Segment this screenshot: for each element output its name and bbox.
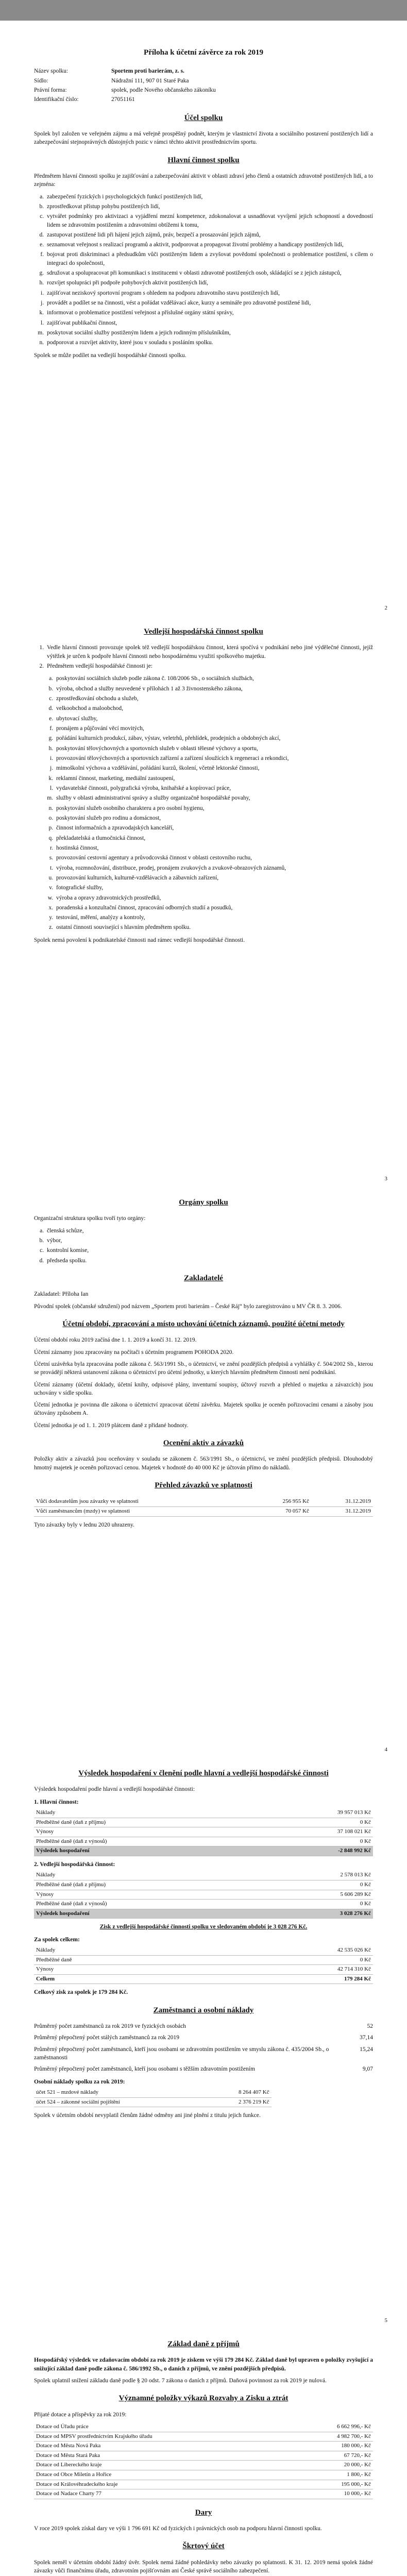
secondary-activity-list	[45, 643, 373, 670]
list-item: k. informovat o problematice postižení veřejnost a příslušné orgány státní správy,	[45, 309, 373, 317]
document-title: Příloha k účetní závěrce za rok 2019	[144, 48, 263, 57]
table-row	[34, 2422, 373, 2432]
table-row	[34, 1965, 373, 1975]
list-item: c. zprostředkování obchodu a služeb,	[55, 694, 373, 703]
list-item: t. výroba, rozmnožování, distribuce, prodej, pronájem zvukových a zvukově-obrazových záznamů,	[55, 864, 373, 872]
row-value: 195 000,- Kč	[311, 2480, 373, 2489]
list-item: j. mimoškolní výchova a vzdělávání, pořádání kurzů, školení, včetně lektorské činnosti,	[55, 764, 373, 772]
row-label: účet 524 – zákonné sociální pojištění	[34, 2097, 210, 2107]
liabilities-closing: Tyto závazky byly v lednu 2020 uhrazeny.	[34, 1521, 134, 1528]
row-label: Výsledek hospodaření	[34, 1846, 311, 1856]
accounting-paragraph: Účetní jednotka je od 1. 1. 2019 plátcem daně z přidané hodnoty.	[34, 1422, 189, 1429]
row-value: 1 800,- Kč	[311, 2470, 373, 2480]
organization-info-table	[34, 66, 373, 104]
row-value: 42 714 310 Kč	[311, 1965, 373, 1975]
list-item: c. kontrolní komise,	[45, 1246, 373, 1255]
list-item: s. provozování cestovní agentury a průvodcovská činnost v oblasti cestovního ruchu,	[55, 854, 373, 862]
section-heading-account: Škrtový účet	[182, 2542, 225, 2551]
list-item: x. poradenská a konzultační činnost, zpracování odborných studií a posudků,	[55, 904, 373, 912]
document-page-2	[0, 591, 407, 1167]
table-row	[34, 1900, 373, 1909]
stat-value: 37,14	[360, 2035, 373, 2041]
section-heading-founders: Zakladatelé	[184, 1274, 223, 1282]
list-item: l. zajišťovat publikační činnost,	[45, 319, 373, 327]
info-value: Nádražní 111, 907 01 Staré Paka	[111, 77, 189, 84]
page-number: 4	[384, 1747, 387, 1753]
list-item: q. překladatelská a tlumočnická činnost,	[55, 834, 373, 842]
stat-label: Průměrný přepočtený počet stálých zaměstnanců za rok 2019	[34, 2035, 179, 2041]
total-result-table	[34, 1946, 373, 1984]
page-number: 5	[384, 2317, 387, 2324]
row-label: Výnosy	[34, 1890, 311, 1900]
highlight-row	[34, 1909, 373, 1919]
row-value: 2 376 219 Kč	[210, 2097, 272, 2107]
row-value: 0 Kč	[311, 1900, 373, 1909]
employee-stat-row	[34, 2045, 373, 2062]
list-item: f. bojovat proti diskriminaci a předsudkům vůči postiženým lidem a zvyšovat povědomí společnosti o problematice postižení, s cílem o integraci do společnosti,	[45, 250, 373, 267]
row-label: Předběžné daně (daň z příjmu)	[34, 1818, 311, 1827]
row-value: 3 028 276 Kč	[311, 1909, 373, 1919]
info-row	[34, 66, 373, 76]
row-value: 4 982 700,- Kč	[311, 2432, 373, 2442]
row-value: 42 535 026 Kč	[311, 1946, 373, 1955]
list-item: 2. Předmětem vedlejší hospodářské činnosti je:	[45, 662, 373, 670]
section-heading-employees: Zaměstnanci a osobní náklady	[153, 2006, 254, 2014]
list-item: g. sdružovat a spolupracovat při komunikaci s institucemi v oblasti zdravotně postižených osob, skládající se z jejich zástupců,	[45, 269, 373, 277]
row-date: 31.12.2019	[311, 1507, 373, 1517]
row-value: 0 Kč	[311, 1880, 373, 1890]
row-label: Výnosy	[34, 1965, 311, 1975]
page-content	[34, 47, 373, 363]
list-item: i. zajišťovat neziskový sportovní program s ohledem na podporu zdravotního stavu postižených lidí,	[45, 289, 373, 297]
list-item: l. vydavatelské činnosti, polygrafická výroba, knihařské a kopírovací práce,	[55, 784, 373, 792]
personnel-costs-table	[34, 2088, 272, 2107]
section-heading-bodies: Orgány spolku	[179, 1198, 228, 1207]
page-content	[34, 618, 373, 948]
list-item: m. služby v oblasti administrativní správy a služby organizačně hospodářské povahy,	[55, 794, 373, 802]
row-value: 179 284 Kč	[311, 1974, 373, 1984]
section-heading-tax-base: Základ daně z příjmů	[167, 2340, 240, 2348]
row-date: 31.12.2019	[311, 1497, 373, 1506]
row-value: 0 Kč	[311, 1818, 373, 1827]
table-row	[34, 1880, 373, 1890]
document-page-3	[0, 1162, 407, 1738]
list-item: m. poskytovat sociální služby postiženým lidem a jejich rodinným příslušníkům,	[45, 329, 373, 337]
list-item: w. výroba a opravy zdravotnických prostředků,	[55, 894, 373, 902]
table-row	[34, 2461, 373, 2470]
accounting-paragraph: Účetní záznamy jsou zpracovány na počítači s účetním programem POHODA 2020.	[34, 1349, 234, 1355]
row-value: 67 720,- Kč	[311, 2451, 373, 2461]
main-activity-closing: Spolek se může podílet na vedlejší hospodářské činnosti spolku.	[34, 352, 186, 359]
list-item: h. rozvíjet spolupráci při podpoře pohybových aktivit postižených lidí,	[45, 279, 373, 287]
table-row	[34, 2470, 373, 2480]
info-value: 27051161	[111, 96, 135, 103]
personnel-costs-closing: Spolek v účetním období nevyplatil členům žádné odměny ani jiné plnění z titulu jejich funkce.	[34, 2112, 261, 2119]
tax-base-paragraph: Spolek uplatnil snížení základu daně podle § 20 odst. 7 zákona o daních z příjmů. Daňová povinnost za rok 2019 je nulová.	[34, 2377, 327, 2384]
list-item: b. zprostředkovat přístup pohybu postižených lidí,	[45, 202, 373, 211]
list-item: d. zastupovat postižené lidi při hájení jejich zájmů, práv, bezpečí a prosazování jejich zájmů,	[45, 231, 373, 239]
table-row	[34, 1507, 373, 1517]
row-value: 6 662 996,- Kč	[311, 2422, 373, 2432]
row-label: Dotace od Města Stará Paka	[34, 2451, 311, 2461]
table-row	[34, 1955, 373, 1965]
table-row	[34, 1818, 373, 1827]
employee-stat-row	[34, 2022, 373, 2030]
table-row	[34, 2489, 373, 2499]
table-row	[34, 1946, 373, 1955]
row-value: 10 000,- Kč	[311, 2489, 373, 2499]
info-key: Právní forma:	[34, 87, 67, 93]
row-value: -2 848 992 Kč	[311, 1846, 373, 1856]
list-item: a. poskytování sociálních služeb podle zákona č. 108/2006 Sb., o sociálních službách,	[55, 674, 373, 683]
total-profit-note: Celkový zisk za spolek je 179 284 Kč.	[34, 1989, 128, 1996]
row-label: Dotace od Města Nová Paka	[34, 2442, 311, 2451]
accounting-paragraph: Účetní uzávěrka byla zpracována podle zákona č. 563/1991 Sb., o účetnictví, ve znění pozdějších předpisů a vyhlášky č. 504/2002 Sb., kterou se provádějí některá ustanovení zákona o účetnictví pro účetní jednotky, u kterých hlavním předmětem činnosti není podnikání.	[34, 1361, 373, 1376]
list-item: 1. Vedle hlavní činnosti provozuje spolek též vedlejší hospodářskou činnost, která spočívá v podnikání nebo jiné výdělečné činnosti, jejíž výtěžek je určen k podpoře hlavní činnosti nebo hospodárnému využití spolkového majetku.	[45, 643, 373, 660]
page-number: 2	[384, 605, 387, 611]
list-item: i. provozování tělovýchovných a sportovních zařízení a zařízení sloužících k regeneraci a rekondici,	[55, 754, 373, 762]
row-label: Dotace od Úřadu práce	[34, 2422, 311, 2432]
section-heading-result: Výsledek hospodaření v členění podle hlavní a vedlejší hospodářské činnosti	[78, 1769, 329, 1777]
section-heading-significant-items: Významné položky výkazů Rozvahy a Zisku a ztrát	[118, 2394, 289, 2403]
row-label: Dotace od Nadace Charty 77	[34, 2489, 311, 2499]
secondary-activity-closing: Spolek nemá povolení k podnikatelské činnosti nad rámec vedlejší hospodářské činnosti.	[34, 937, 245, 943]
section-heading-accounting: Účetní období, zpracování a místo uchování účetních záznamů, použité účetní metody	[62, 1319, 345, 1328]
section-heading-main-activity: Hlavní činnost spolku	[167, 156, 240, 164]
row-value: 39 957 013 Kč	[311, 1808, 373, 1818]
row-label: Vůči zaměstnancům (mzdy) ve splatnosti	[34, 1507, 249, 1517]
row-label: Dotace od Libereckého kraje	[34, 2461, 311, 2470]
list-item: o. poskytování služeb pro rodinu a domácnost,	[55, 814, 373, 822]
list-item: f. pronájem a půjčování věcí movitých,	[55, 724, 373, 733]
document-page-1	[0, 21, 407, 597]
list-item: e. seznamovat veřejnost s realizací programů a aktivit, podporovat a propagovat životní problémy a handicapy postižených lidí,	[45, 241, 373, 249]
list-item: b. výroba, obchod a služby neuvedené v přílohách 1 až 3 živnostenského zákona,	[55, 685, 373, 693]
row-label: Vůči dodavatelům jsou závazky ve splatnosti	[34, 1497, 249, 1506]
row-value: 0 Kč	[311, 1955, 373, 1965]
list-item: k. reklamní činnost, marketing, mediální zastoupení,	[55, 774, 373, 783]
info-row	[34, 76, 373, 86]
secondary-activity-sublist	[55, 674, 373, 932]
secondary-profit-note: Zisk z vedlejší hospodářské činnosti spolku ve sledovaném období je 3 028 276 Kč.	[99, 1924, 308, 1930]
highlight-row	[34, 1846, 373, 1856]
table-row	[34, 2088, 272, 2097]
page-content	[34, 2331, 373, 2576]
account-paragraph: Spolek neměl v účetním období žádný úvěr. Spolek nemá žádné pohledávky nebo závazky po splatnosti. K 31. 12. 2019 nemá spolek žádné závazky vůči finančnímu úřadu, zdravotním pojišťovnám ani České správě sociálního zabezpečení.	[34, 2559, 373, 2574]
donations-paragraph: V roce 2019 spolek získal dary ve výši 1 796 691 Kč od fyzických i právnických osob na podporu hlavní činnosti spolku.	[34, 2526, 322, 2532]
row-value: 0 Kč	[311, 1837, 373, 1846]
row-value: 8 264 407 Kč	[210, 2088, 272, 2097]
section-heading-valuation: Ocenění aktiv a závazků	[163, 1439, 244, 1448]
row-value: 5 606 289 Kč	[311, 1890, 373, 1900]
personnel-costs-title: Osobní náklady spolku za rok 2019:	[34, 2078, 125, 2085]
bodies-intro: Organizační struktura spolku tvoří tyto orgány:	[34, 1215, 146, 1222]
secondary-activity-result-table	[34, 1871, 373, 1919]
page-number: 3	[384, 1176, 387, 1182]
row-label: Výnosy	[34, 1827, 311, 1837]
row-value: 256 955 Kč	[249, 1497, 311, 1506]
section-heading-secondary-activity: Vedlejší hospodářská činnost spolku	[144, 628, 263, 636]
table-row	[34, 2451, 373, 2461]
list-item: p. činnost informačních a zpravodajských kanceláří,	[55, 824, 373, 832]
list-item: d. velkoobchod a maloobchod,	[55, 704, 373, 713]
bodies-list	[45, 1227, 373, 1265]
row-label: Náklady	[34, 1808, 311, 1818]
info-value: spolek, podle Nového občanského zákoníku	[111, 87, 216, 93]
founders-paragraph: Původní spolek (občanské sdružení) pod názvem „Sportem proti barierám – České Ráj“ bylo zaregistrováno u MV ČR 8. 3. 2006.	[34, 1303, 342, 1310]
purpose-paragraph: Spolek byl založen ve veřejném zájmu a má veřejně prospěšný podnět, kterým je vlastnictví života a sociálního postavení postižených lidí a zabezpečování stejnoprávných důstojných pozic v rámci těchto aktivit prostřednictvím sportu.	[34, 130, 373, 146]
info-key: Název spolku:	[34, 68, 69, 75]
employee-stat-row	[34, 2033, 373, 2042]
employee-stat-row	[34, 2065, 373, 2073]
row-label: Celkem	[34, 1974, 311, 1984]
list-item: a. členská schůze,	[45, 1227, 373, 1235]
list-item: z. ostatní činnosti související s hlavním předmětem spolku.	[55, 923, 373, 931]
main-activity-intro: Předmětem hlavní činnosti spolku je zajišťování a zabezpečování aktivit v oblasti zdraví jeho členů a ostatních zdravotně postižených lidí, a to zejména:	[34, 173, 373, 188]
significant-items-intro: Přijaté dotace a příspěvky za rok 2019:	[34, 2411, 127, 2418]
table-row	[34, 1890, 373, 1900]
stat-value: 9,07	[362, 2066, 373, 2073]
founders-line: Zakladatel: Příloha Ian	[34, 1291, 89, 1298]
row-value: 37 108 021 Kč	[311, 1827, 373, 1837]
info-row	[34, 95, 373, 104]
list-item: n. poskytování služeb osobního charakteru a pro osobní hygienu,	[55, 804, 373, 812]
row-label: Předběžné daně (daň z výnosů)	[34, 1837, 311, 1846]
row-label: účet 521 – mzdové náklady	[34, 2088, 210, 2097]
table-row	[34, 1827, 373, 1837]
table-title-secondary: 2. Vedlejší hospodářská činnost:	[34, 1861, 115, 1868]
table-row	[34, 1497, 373, 1506]
list-item: c. vytvářet podmínky pro aktivizaci a vyjádření mezní kompetence, zdokonalovat a usnadňovat vyvíjení jejich schopností a dovedností lidem se zdravotním postižením a zdravotními obtížemi k tomu,	[45, 212, 373, 229]
list-item: b. výbor,	[45, 1236, 373, 1245]
page-content	[34, 1760, 373, 2124]
list-item: g. pořádání kulturních produkcí, zábav, výstav, veletrhů, přehlídek, prodejních a obdobných akcí,	[55, 734, 373, 742]
list-item: d. předseda spolku.	[45, 1257, 373, 1265]
accounting-paragraph: Účetní záznamy (účetní doklady, účetní knihy, odpisové plány, inventurní soupisy, účtový rozvrh a přehled o majetku a závazcích) jsou uchovány v sídle spolku.	[34, 1381, 373, 1396]
page-content	[34, 1189, 373, 1533]
total-row	[34, 1974, 373, 1984]
row-label: Výsledek hospodaření	[34, 1909, 311, 1919]
table-title-main: 1. Hlavní činnost:	[34, 1799, 79, 1805]
row-value: 20 000,- Kč	[311, 2461, 373, 2470]
table-row	[34, 2432, 373, 2442]
accounting-paragraph: Účetní období roku 2019 začíná dne 1. 1. 2019 a končí 31. 12. 2019.	[34, 1337, 197, 1344]
info-row	[34, 86, 373, 95]
accounting-paragraph: Účetní jednotka je povinna dle zákona o účetnictví zpracovat účetní závěrku. Majetek spolku je oceněn pořizovacími cenami a zásoby jsou účtovány způsobem A.	[34, 1402, 373, 1417]
list-item: y. testování, měření, analýzy a kontroly,	[55, 913, 373, 922]
stat-value: 52	[367, 2023, 373, 2030]
section-heading-purpose: Účel spolku	[184, 113, 223, 122]
liabilities-table	[34, 1497, 373, 1516]
document-page-5	[0, 2304, 407, 2576]
info-key: Sídlo:	[34, 77, 48, 84]
table-row	[34, 1837, 373, 1846]
section-heading-liabilities: Přehled závazků ve splatnosti	[155, 1481, 252, 1490]
info-value: Sportem proti barierám, z. s.	[111, 68, 184, 75]
row-label: Dotace od Královéhradeckého kraje	[34, 2480, 311, 2489]
list-item: n. podporovat a rozvíjet aktivity, které jsou v souladu s posláním spolku.	[45, 338, 373, 347]
table-row	[34, 1871, 373, 1880]
stat-label: Průměrný přepočtený počet zaměstnanců, kteří jsou osobami s těžším zdravotním postižením	[34, 2066, 255, 2073]
stat-value: 15,24	[360, 2046, 373, 2053]
stat-label: Průměrný počet zaměstnanců za rok 2019 ve fyzických osobách	[34, 2023, 186, 2030]
section-heading-donations: Dary	[195, 2508, 212, 2517]
list-item: e. ubytovací služby,	[55, 715, 373, 723]
row-label: Dotace od Obce Miletín a Hořice	[34, 2470, 311, 2480]
tax-base-paragraph: Hospodářský výsledek ve zdaňovacím období za rok 2019 je ziskem ve výši 179 284 Kč. Základ daně byl upraven o položky zvyšující a snižující základ daně podle zákona č. 586/1992 Sb., o daních z příjmů, ve znění pozdějších předpisů.	[34, 2357, 373, 2372]
document-page-4	[0, 1733, 407, 2309]
info-key: Identifikační číslo:	[34, 96, 79, 103]
list-item: u. provozování kulturních, kulturně-vzdělávacích a zábavních zařízení,	[55, 874, 373, 882]
row-value: 70 057 Kč	[249, 1507, 311, 1517]
main-activity-result-table	[34, 1808, 373, 1856]
table-title-total: Za spolek celkem:	[34, 1936, 80, 1943]
stat-label: Průměrný přepočtený počet zaměstnanců, kteří jsou osobami se zdravotním postižením ve smyslu zákona č. 435/2004 Sb., o zaměstnanosti	[34, 2046, 329, 2061]
list-item: a. zabezpečení fyzických i psychologických funkcí postižených lidí,	[45, 193, 373, 201]
list-item: h. poskytování tělovýchovných a sportovních služeb v oblasti tělesné výchovy a sportu,	[55, 744, 373, 753]
list-item: j. provádět a podílet se na činnosti, vést a pořádat vzdělávací akce, kurzy a semináře pro zdravotně postižené lidi,	[45, 299, 373, 307]
row-label: Dotace od MPSV prostřednictvím Krajského úřadu	[34, 2432, 311, 2442]
result-intro: Výsledek hospodaření podle hlavní a vedlejší hospodářské činnosti:	[34, 1786, 195, 1793]
table-row	[34, 2097, 272, 2107]
valuation-paragraph: Položky aktiv a závazků jsou oceňovány v souladu se zákonem č. 563/1991 Sb., o účetnictví, ve znění pozdějších předpisů. Dlouhodobý hmotný majetek je oceněn pořizovací cenou. Majetek v hodnotě do 40 000 Kč je účtován přímo do nákladů.	[34, 1456, 373, 1471]
row-value: 2 578 013 Kč	[311, 1871, 373, 1880]
table-row	[34, 2480, 373, 2489]
row-label: Předběžné daně (daň z příjmu)	[34, 1880, 311, 1890]
row-label: Předběžné daně (daň z výnosů)	[34, 1900, 311, 1909]
row-label: Předběžné daně	[34, 1955, 311, 1965]
table-row	[34, 2442, 373, 2451]
list-item: v. fotografické služby,	[55, 884, 373, 892]
list-item: r. hostinská činnost,	[55, 844, 373, 852]
row-value: 180 000,- Kč	[311, 2442, 373, 2451]
grants-table	[34, 2422, 373, 2499]
main-activity-list	[45, 193, 373, 347]
table-row	[34, 1808, 373, 1818]
row-label: Náklady	[34, 1871, 311, 1880]
row-label: Náklady	[34, 1946, 311, 1955]
